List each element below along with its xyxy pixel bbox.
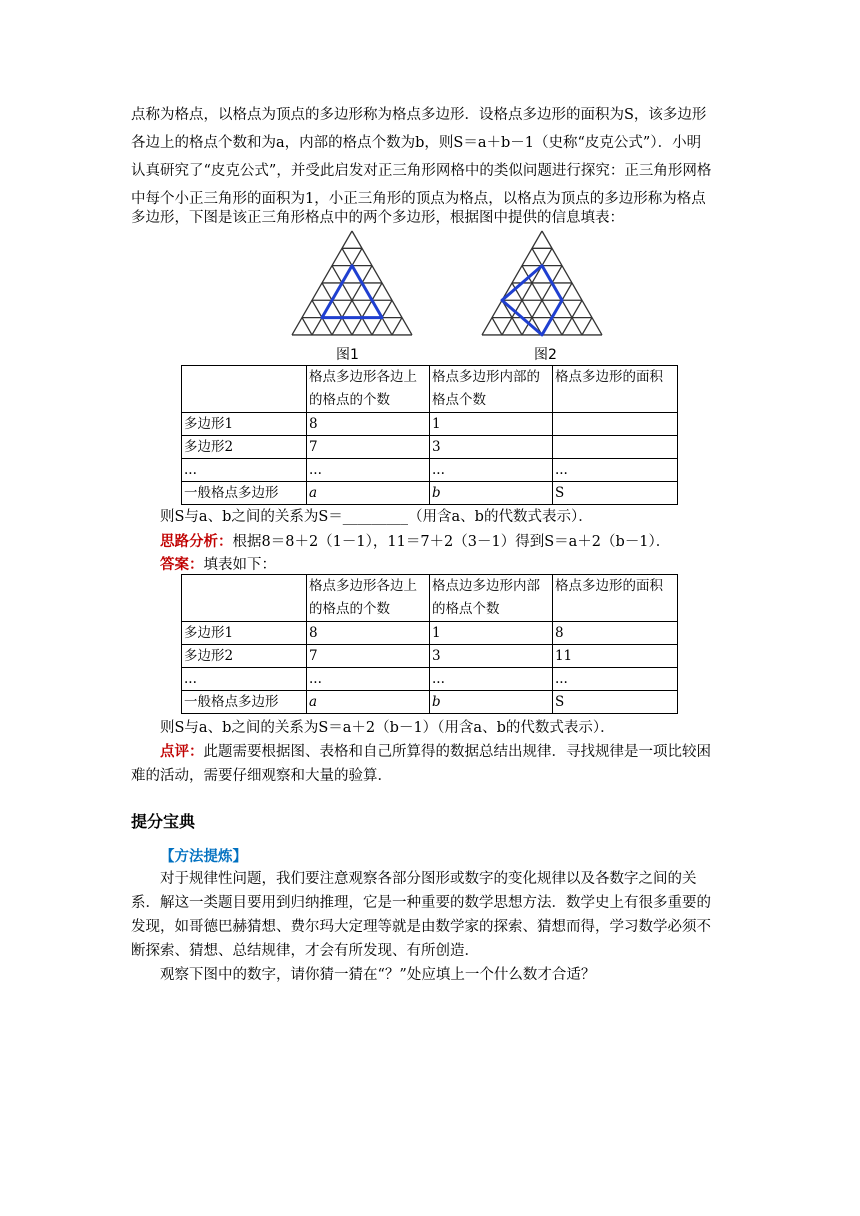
table-row — [182, 668, 678, 691]
table-cell: S — [552, 482, 677, 505]
method-label-line — [160, 845, 760, 869]
table-cell: b — [429, 482, 552, 505]
table-cell: 8 — [552, 622, 677, 645]
figure-1-triangle-grid — [287, 227, 417, 342]
intro-line-5: 多边形，下图是该正三角形格点中的两个多边形，根据图中提供的信息填表： — [131, 210, 624, 226]
intro-line-1: 点称为格点，以格点为顶点的多边形称为格点多边形．设格点多边形的面积为S，该多边形 — [131, 107, 707, 123]
table-cell: 7 — [307, 645, 430, 668]
info-table-2 — [181, 574, 678, 714]
table-cell: ... — [429, 459, 552, 482]
table-header-row — [182, 366, 678, 413]
table-header-cell: 格点多边形各边上的格点的个数 — [307, 366, 430, 413]
table-header-cell — [182, 575, 307, 622]
figure-1-caption: 图1 — [336, 347, 359, 363]
table-cell: 一般格点多边形 — [182, 691, 307, 714]
intro-line-4: 中每个小正三角形的面积为1，小正三角形的顶点为格点，以格点为顶点的多边形称为格点 — [131, 191, 706, 207]
table-cell: 一般格点多边形 — [182, 482, 307, 505]
comment-line-2: 难的活动，需要仔细观察和大量的验算． — [131, 768, 392, 784]
table-cell: 多边形1 — [182, 413, 307, 436]
table-row — [182, 413, 678, 436]
table-cell: 多边形2 — [182, 436, 307, 459]
table-header-cell: 格点多边形内部的格点个数 — [429, 366, 552, 413]
answer-label: 答案： — [160, 556, 204, 573]
grid-line — [582, 318, 592, 335]
table-cell: 8 — [307, 622, 430, 645]
table-cell: 1 — [429, 413, 552, 436]
table-cell: ... — [182, 668, 307, 691]
grid-line — [392, 318, 402, 335]
method-line-1: 对于规律性问题，我们要注意观察各部分图形或数字的变化规律以及各数字之间的关 — [160, 871, 697, 887]
table-header-cell: 格点多边形的面积 — [552, 366, 677, 413]
table-cell: ... — [307, 459, 430, 482]
question-line: 则S与a、b之间的关系为S＝_________（用含a、b的代数式表示）． — [160, 509, 593, 525]
table-cell: b — [429, 691, 552, 714]
comment-line-1 — [160, 740, 760, 764]
analysis-line — [160, 530, 760, 554]
table-row — [182, 691, 678, 714]
figures — [280, 222, 610, 364]
table-cell: 11 — [552, 645, 677, 668]
grid-line — [492, 318, 502, 335]
table-row — [182, 436, 678, 459]
method-line-2: 系．解这一类题目要用到归纳推理，它是一种重要的数学思想方法．数学史上有很多重要的 — [131, 895, 711, 911]
section-title: 提分宝典 — [131, 812, 196, 831]
table-cell: 7 — [307, 436, 430, 459]
table-header-cell: 格点多边形的面积 — [552, 575, 677, 622]
table-cell: ... — [307, 668, 430, 691]
analysis-label: 思路分析： — [160, 533, 233, 550]
grid-line — [302, 318, 312, 335]
table-cell: 1 — [429, 622, 552, 645]
figure-2-caption: 图2 — [534, 347, 557, 363]
table-header-cell: 格点多边形各边上的格点的个数 — [307, 575, 430, 622]
info-table-1 — [181, 365, 678, 505]
table-cell: S — [552, 691, 677, 714]
analysis-text: 根据8＝8＋2（1－1），11＝7＋2（3－1）得到S＝a＋2（b－1）． — [232, 534, 671, 550]
method-label: 【方法提炼】 — [160, 848, 247, 865]
comment-text-1: 此题需要根据图、表格和自己所算得的数据总结出规律．寻找规律是一项比较困 — [203, 744, 711, 760]
method-line-4: 断探索、猜想、总结规律，才会有所发现、有所创造． — [131, 943, 479, 959]
table-cell: a — [307, 691, 430, 714]
table-cell — [552, 413, 677, 436]
table-row — [182, 459, 678, 482]
table-row — [182, 482, 678, 505]
comment-label: 点评： — [160, 743, 204, 760]
table-cell: 3 — [429, 436, 552, 459]
table-cell: ... — [429, 668, 552, 691]
table-cell: ... — [552, 459, 677, 482]
table-cell: a — [307, 482, 430, 505]
table-cell: 多边形2 — [182, 645, 307, 668]
method-line-5: 观察下图中的数字，请你猜一猜在“？”处应填上一个什么数才合适？ — [160, 967, 596, 983]
table-row — [182, 645, 678, 668]
table-header-cell — [182, 366, 307, 413]
intro-line-3: 认真研究了“皮克公式”，并受此启发对正三角形网格中的类似问题进行探究：正三角形网格 — [131, 163, 712, 179]
table-header-cell: 格点边多边形内部的格点个数 — [429, 575, 552, 622]
table-cell — [552, 436, 677, 459]
table-cell: 多边形1 — [182, 622, 307, 645]
answer-text: 填表如下： — [203, 557, 276, 573]
table-cell: ... — [552, 668, 677, 691]
conclusion-line: 则S与a、b之间的关系为S＝a＋2（b－1）（用含a、b的代数式表示）． — [160, 720, 615, 736]
table-row — [182, 622, 678, 645]
figure-2-triangle-grid — [477, 227, 607, 342]
table-cell: ... — [182, 459, 307, 482]
method-line-3: 发现，如哥德巴赫猜想、费尔玛大定理等就是由数学家的探索、猜想而得，学习数学必须不 — [131, 919, 711, 935]
table-header-row — [182, 575, 678, 622]
table-cell: 8 — [307, 413, 430, 436]
intro-line-2: 各边上的格点个数和为a，内部的格点个数为b，则S＝a＋b－1（史称“皮克公式”）．小明 — [131, 135, 702, 151]
table-cell: 3 — [429, 645, 552, 668]
lattice-polygon — [322, 266, 382, 318]
